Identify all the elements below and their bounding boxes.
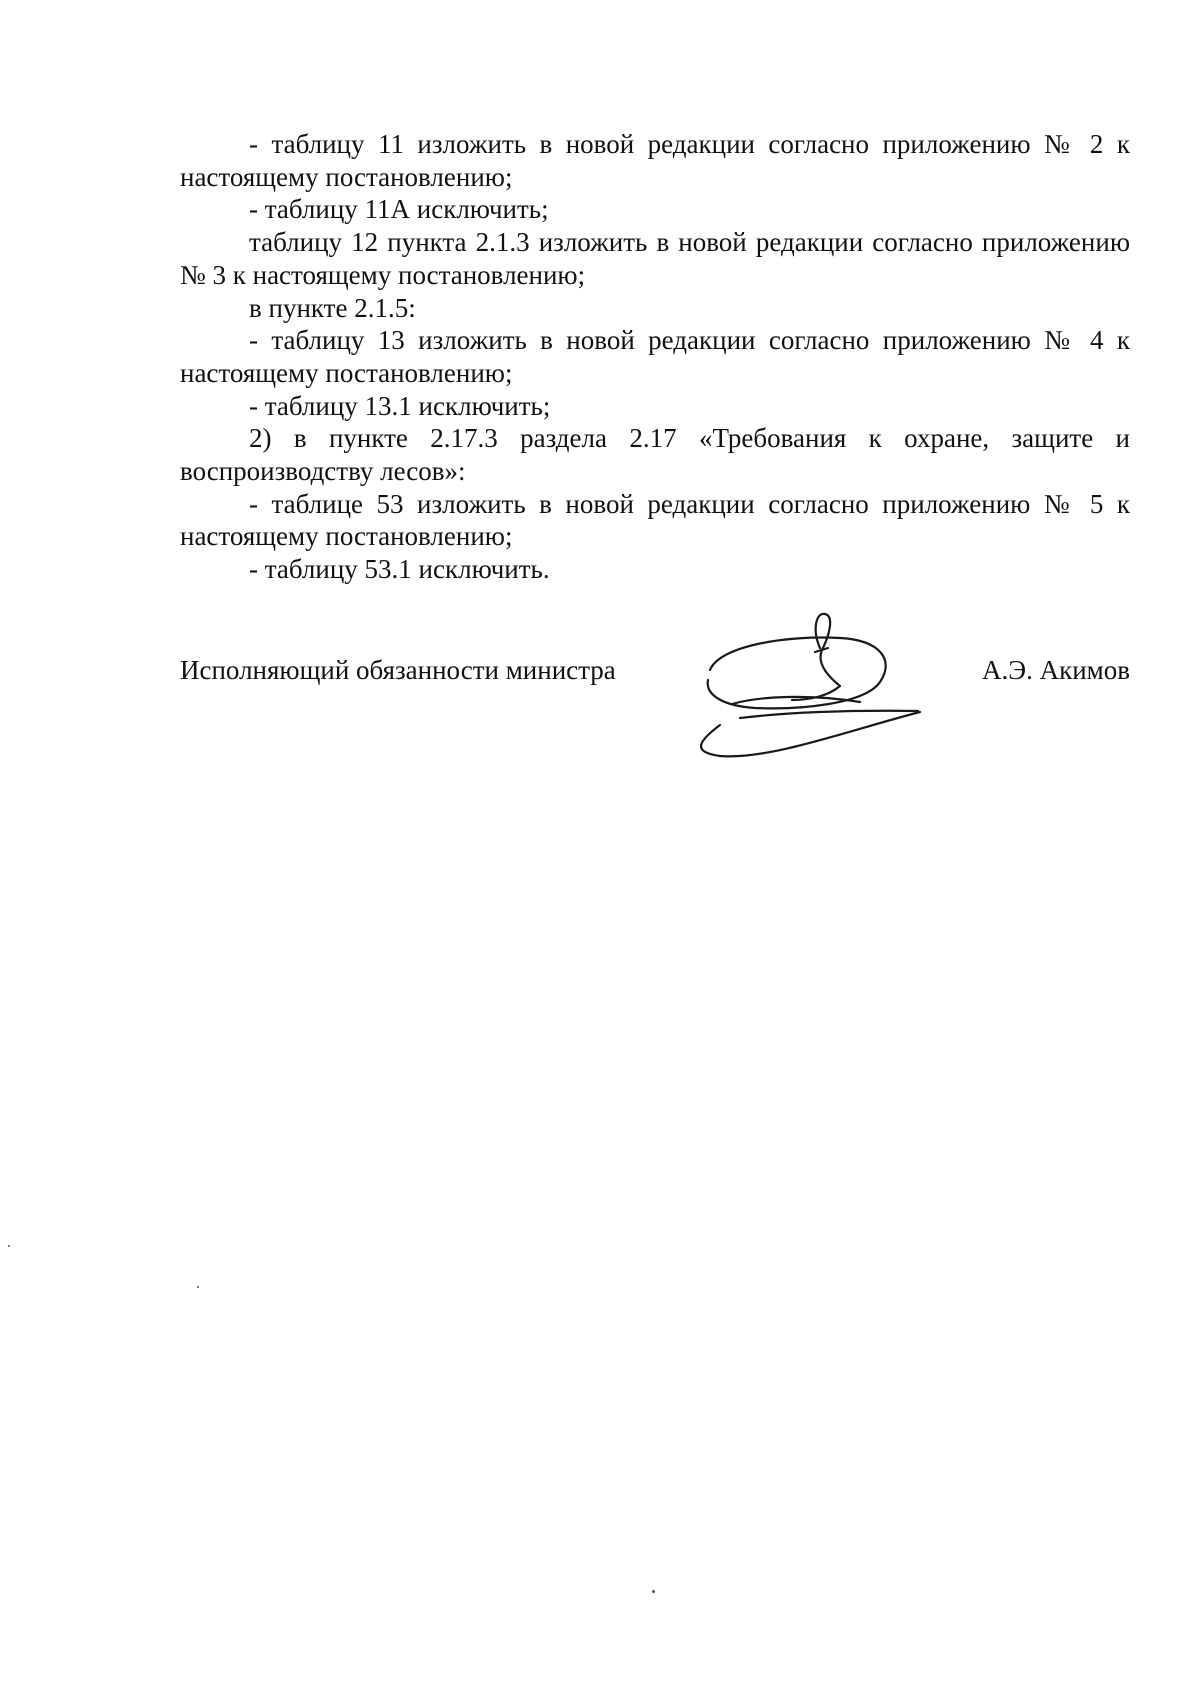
- signatory-title: Исполняющий обязанности министра: [180, 655, 616, 685]
- paragraph-table-53-1: - таблицу 53.1 исключить.: [249, 554, 550, 585]
- signature-block: [180, 654, 1130, 694]
- paragraph-table-53: - таблице 53 изложить в новой редакции согласно приложению № 5 к настоящему постановлению;: [180, 488, 1130, 552]
- paragraph-table-11a: - таблицу 11А исключить;: [249, 194, 549, 225]
- document-body: [180, 128, 1130, 586]
- signatory-name: А.Э. Акимов: [982, 655, 1130, 685]
- paragraph-table-13-1: - таблицу 13.1 исключить;: [249, 390, 551, 421]
- paragraph-clause-2-1-5: в пункте 2.1.5:: [249, 292, 416, 323]
- paragraph-table-11: - таблицу 11 изложить в новой редакции согласно приложению № 2 к настоящему постановлению;: [180, 129, 1130, 192]
- scan-speck: [8, 1245, 10, 1247]
- paragraph-table-12: таблицу 12 пункта 2.1.3 изложить в новой редакции согласно приложению № 3 к настоящему постановлению;: [180, 227, 1130, 290]
- handwritten-signature-icon: [680, 600, 940, 760]
- paragraph-table-13: - таблицу 13 изложить в новой редакции согласно приложению № 4 к настоящему постановлению;: [180, 325, 1130, 388]
- paragraph-clause-2-17-3: 2) в пункте 2.17.3 раздела 2.17 «Требования к охране, защите и воспроизводству лесов»:: [180, 423, 1130, 487]
- scan-speck: [197, 1286, 199, 1288]
- scan-speck: [652, 1590, 655, 1593]
